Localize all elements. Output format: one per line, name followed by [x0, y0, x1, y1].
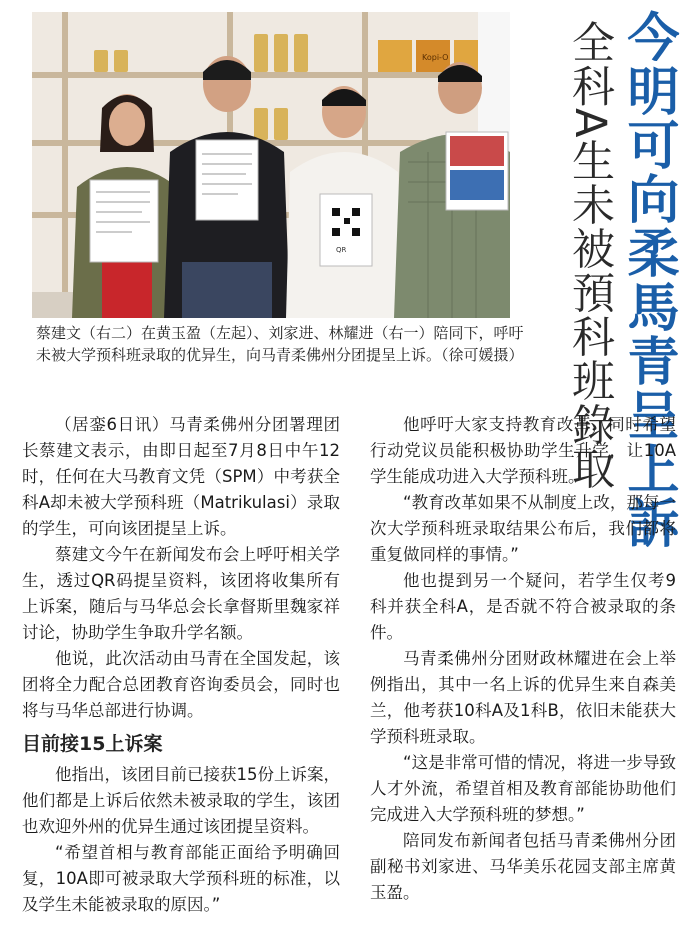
article-column-left: [22, 412, 340, 918]
paragraph: （居銮6日讯）马青柔佛州分团署理团长蔡建文表示，由即日起至7月8日中午12时，任何在大马教育文凭（SPM）中考获全科A却未被大学预科班（Matrikulasi）录取的学生，可向该团提呈上诉。: [22, 415, 340, 538]
headline-sub: 全科A生未被預科班錄取: [565, 20, 615, 491]
product-bag-label: Kopi-O: [422, 53, 449, 62]
photo-caption: 蔡建文（右二）在黄玉盈（左起）、刘家进、林耀进（右一）陪同下，呼吁未被大学预科班录取的优异生，向马青柔佛州分团提呈上诉。（徐可媛摄）: [36, 324, 524, 364]
paragraph: 蔡建文今午在新闻发布会上呼吁相关学生，透过QR码提呈资料，该团将收集所有上诉案，随后与马华总会长拿督斯里魏家祥讨论，协助学生争取升学名额。: [22, 545, 340, 642]
paragraph: 他也提到另一个疑问，若学生仅考9科并获全科A，是否就不符合被录取的条件。: [370, 571, 676, 642]
paragraph: 马青柔佛州分团财政林耀进在会上举例指出，其中一名上诉的优异生来自森美兰，他考获10科A及1科B，依旧未能获大学预科班录取。: [370, 649, 676, 746]
paragraph: “希望首相与教育部能正面给予明确回复，10A即可被录取大学预科班的标准，以及学生未能被录取的原因。”: [22, 843, 340, 914]
paragraph: 他呼吁大家支持教育改革，同时希望行动党议员能积极协助学生升学，让10A学生能成功进入大学预科班。: [370, 415, 676, 486]
news-photo: [32, 12, 510, 318]
paragraph: 陪同发布新闻者包括马青柔佛州分团副秘书刘家进、马华美乐花园支部主席黄玉盈。: [370, 831, 676, 902]
article-column-right: [370, 412, 676, 906]
paragraph: “这是非常可惜的情况，将进一步导致人才外流，希望首相及教育部能协助他们完成进入大学预科班的梦想。”: [370, 753, 676, 824]
headline-main: 今明可向柔馬青呈上訴: [618, 10, 678, 550]
paragraph: “教育改革如果不从制度上改，那每一次大学预科班录取结果公布后，我们都将重复做同样的事情。”: [370, 493, 676, 564]
section-subhead: 目前接15上诉案: [22, 733, 163, 755]
qr-label: QR: [336, 246, 347, 254]
news-photo-illustration: [32, 12, 510, 318]
paragraph: 他说，此次活动由马青在全国发起，该团将全力配合总团教育咨询委员会，同时也将与马华总部进行协调。: [22, 649, 340, 720]
paragraph: 他指出，该团目前已接获15份上诉案，他们都是上诉后依然未被录取的学生，该团也欢迎外州的优异生通过该团提呈资料。: [22, 765, 340, 836]
